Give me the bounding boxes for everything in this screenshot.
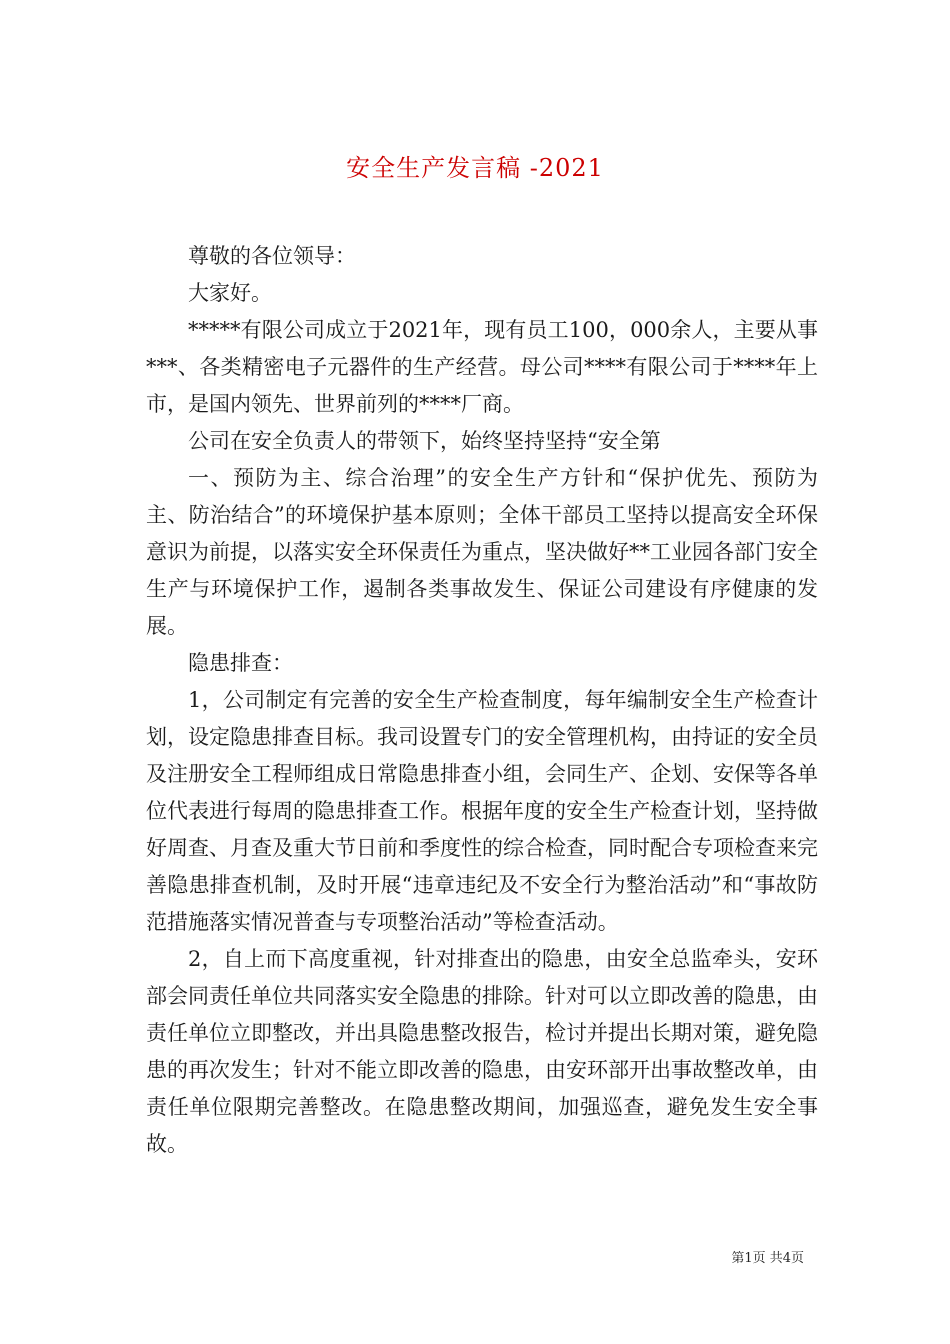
hazard-item-1: 1，公司制定有完善的安全生产检查制度，每年编制安全生产检查计划，设定隐患排查目标。我司设置专门的安全管理机构，由持证的安全员及注册安全工程师组成日常隐患排查小组，会同生产、企划、安保等各单位代表进行每周的隐患排查工作。根据年度的安全生产检查计划，坚持做好周查、月查及重大节日前和季度性的综合检查，同时配合专项检查来完善隐患排查机制，及时开展“违章违纪及不安全行为整治活动”和“事故防范措施落实情况普查与专项整治活动”等检查活动。 [146, 688, 818, 934]
salutation: 尊敬的各位领导： [188, 244, 356, 268]
company-intro-paragraph: *****有限公司成立于2021年，现有员工100，000余人，主要从事***、各类精密电子元器件的生产经营。母公司****有限公司于****年上市，是国内领先、世界前列的****厂商。 [146, 318, 818, 416]
page-number-footer: 第1页 共4页 [731, 1251, 804, 1266]
hazard-item-2: 2，自上而下高度重视，针对排查出的隐患，由安全总监牵头，安环部会同责任单位共同落实安全隐患的排除。针对可以立即改善的隐患，由责任单位立即整改，并出具隐患整改报告，检讨并提出长期对策，避免隐患的再次发生；针对不能立即改善的隐患，由安环部开出事故整改单，由责任单位限期完善整改。在隐患整改期间，加强巡查，避免发生安全事故。 [146, 947, 818, 1156]
document-title: 安全生产发言稿 -2021 [346, 154, 604, 183]
greeting: 大家好。 [188, 281, 272, 305]
policy-paragraph: 一、预防为主、综合治理”的安全生产方针和“保护优先、预防为主、防治结合”的环境保护基本原则；全体干部员工坚持以提高安全环保意识为前提，以落实安全环保责任为重点，坚决做好**工业园各部门安全生产与环境保护工作，遏制各类事故发生、保证公司建设有序健康的发展。 [146, 466, 818, 638]
document-body [146, 238, 818, 1163]
policy-intro-paragraph: 公司在安全负责人的带领下，始终坚持坚持“安全第 [188, 429, 661, 453]
section-heading-hazard-check: 隐患排查： [188, 651, 293, 675]
